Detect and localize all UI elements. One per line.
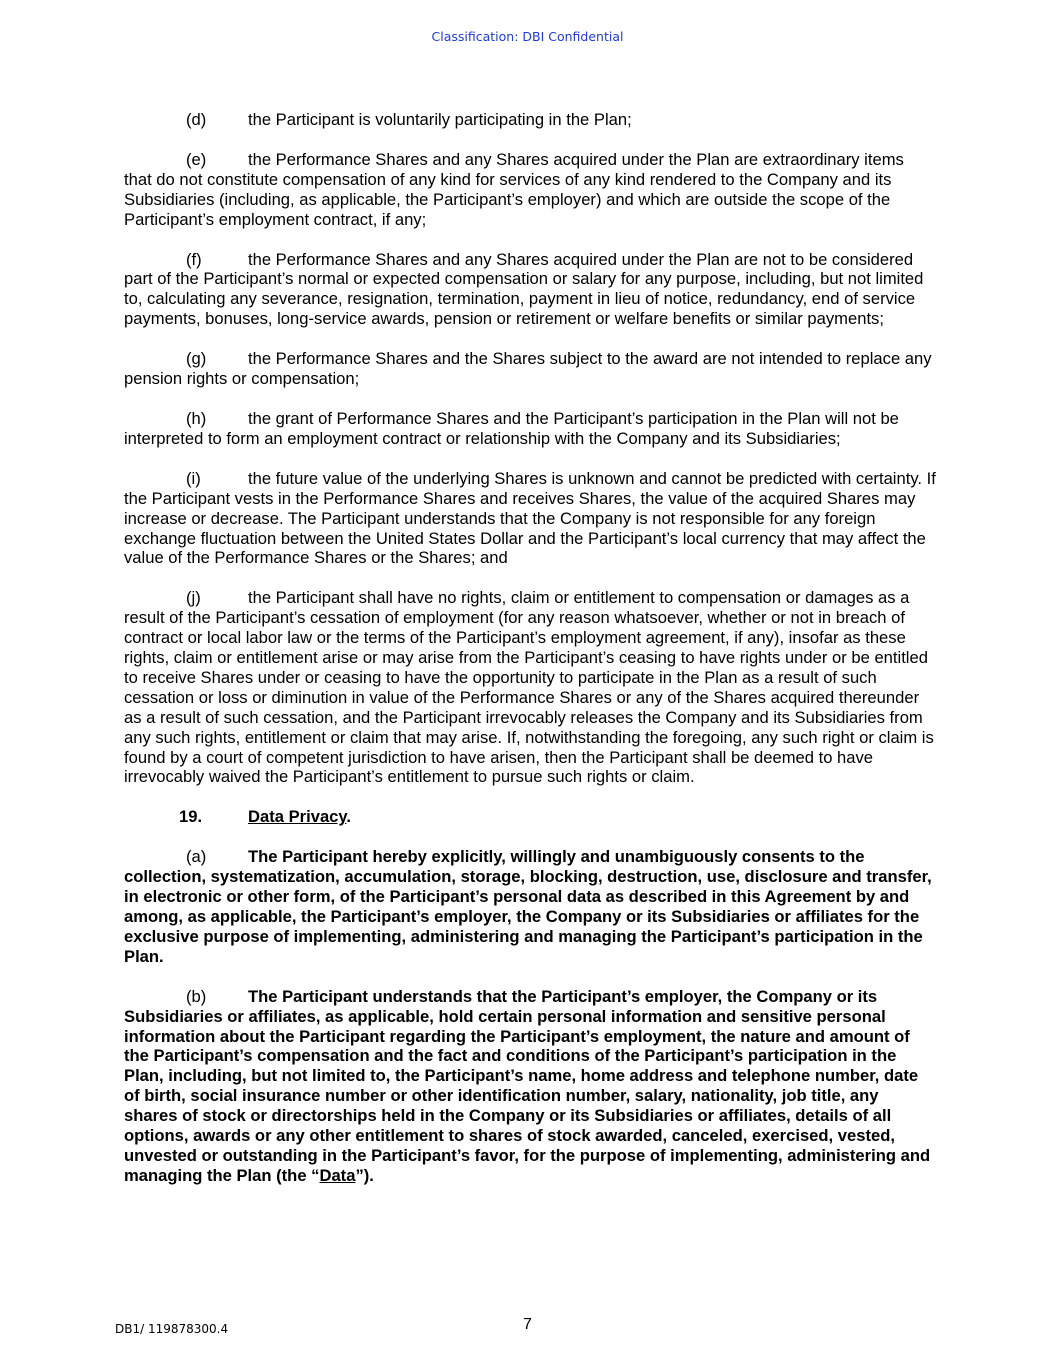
privacy-paragraph-a [124, 847, 936, 966]
section-title: Data Privacy [248, 807, 347, 827]
paragraph-h [124, 409, 936, 449]
paragraph-label: (j) [186, 588, 201, 608]
paragraph-e [124, 150, 936, 230]
document-id: DB1/ 119878300.4 [115, 1322, 229, 1336]
paragraph-label: (h) [186, 408, 207, 428]
paragraph-text-close: ”). [355, 1165, 374, 1185]
paragraph-label: (a) [186, 847, 207, 867]
paragraph-d [124, 110, 936, 130]
document-body [124, 110, 936, 1206]
page-number: 7 [523, 1316, 532, 1333]
paragraph-label: (e) [186, 149, 207, 169]
classification-header: Classification: DBI Confidential [431, 29, 624, 44]
defined-term-data: Data [319, 1165, 356, 1185]
paragraph-text: the Performance Shares and any Shares acquired under the Plan are not to be considered part of the Participant’s normal or expected compensation or salary for any purpose, including, but not limited to, calculating any severance, resignation, termination, payment in lieu of notice, redundancy, end of service payments, bonuses, long-service awards, pension or retirement or welfare benefits or similar payments; [124, 249, 924, 329]
paragraph-label: (g) [186, 349, 207, 369]
paragraph-i [124, 469, 936, 569]
paragraph-text: The Participant understands that the Participant’s employer, the Company or its Subsidiaries or affiliates, as applicable, hold certain personal information and sensitive personal information about the Participant regarding the Participant’s employment, the nature and amount of the Participant’s compensation and the fact and conditions of the Participant’s participation in the Plan, including, but not limited to, the Participant’s name, home address and telephone number, date of birth, social insurance number or other identification number, salary, nationality, job title, any shares of stock or directorships held in the Company or its Subsidiaries or affiliates, details of all options, awards or any other entitlement to shares of stock awarded, canceled, exercised, vested, unvested or outstanding in the Participant’s favor, for the purpose of implementing, administering and managing the Plan (the “ [124, 986, 931, 1185]
paragraph-text: the future value of the underlying Shares is unknown and cannot be predicted with certainty. If the Participant vests in the Performance Shares and receives Shares, the value of the acquired Shares may increase or decrease. The Participant understands that the Company is not responsible for any foreign exchange fluctuation between the United States Dollar and the Participant’s local currency that may affect the value of the Performance Shares or the Shares; and [124, 468, 936, 568]
paragraph-f [124, 250, 936, 330]
paragraph-label: (b) [186, 986, 207, 1006]
paragraph-g [124, 349, 936, 389]
paragraph-label: (d) [186, 110, 207, 129]
section-number: 19. [179, 807, 203, 827]
paragraph-text: the Performance Shares and the Shares subject to the award are not intended to replace any pension rights or compensation; [124, 349, 932, 389]
paragraph-text: the Performance Shares and any Shares acquired under the Plan are extraordinary items that do not constitute compensation of any kind for services of any kind rendered to the Company and its Subsidiaries (including, as applicable, the Participant’s employer) and which are outside the scope of the Participant’s employment contract, if any; [124, 149, 904, 229]
paragraph-j [124, 588, 936, 787]
section-heading [124, 807, 936, 827]
paragraph-text: the grant of Performance Shares and the Participant’s participation in the Plan will not be interpreted to form an employment contract or relationship with the Company and its Subsidiaries; [124, 408, 899, 448]
paragraph-text: the Participant shall have no rights, claim or entitlement to compensation or damages as a result of the Participant’s cessation of employment (for any reason whatsoever, whether or not in breach of contract or local labor law or the terms of the Participant’s employment agreement, if any), insofar as these rights, claim or entitlement arise or may arise from the Participant’s ceasing to have rights under or be entitled to receive Shares under or ceasing to have the opportunity to participate in the Plan as a result of such cessation or loss or diminution in value of the Performance Shares or any of the Shares acquired thereunder as a result of such cessation, and the Participant irrevocably releases the Company and its Subsidiaries from any such rights, entitlement or claim that may arise. If, notwithstanding the foregoing, any such right or claim is found by a court of competent jurisdiction to have arisen, then the Participant shall be deemed to have irrevocably waived the Participant’s entitlement to pursue such rights or claim. [124, 588, 934, 787]
paragraph-text: The Participant hereby explicitly, willingly and unambiguously consents to the collection, systematization, accumulation, storage, blocking, destruction, use, disclosure and transfer, in electronic or other form, of the Participant’s personal data as described in this Agreement by and among, as applicable, the Participant’s employer, the Company or its Subsidiaries or affiliates for the exclusive purpose of implementing, administering and managing the Participant’s participation in the Plan. [124, 847, 932, 966]
section-title-period: . [346, 807, 352, 827]
paragraph-text: the Participant is voluntarily participating in the Plan; [248, 110, 632, 129]
paragraph-label: (f) [186, 249, 202, 269]
privacy-paragraph-b [124, 987, 936, 1186]
paragraph-label: (i) [186, 468, 201, 488]
